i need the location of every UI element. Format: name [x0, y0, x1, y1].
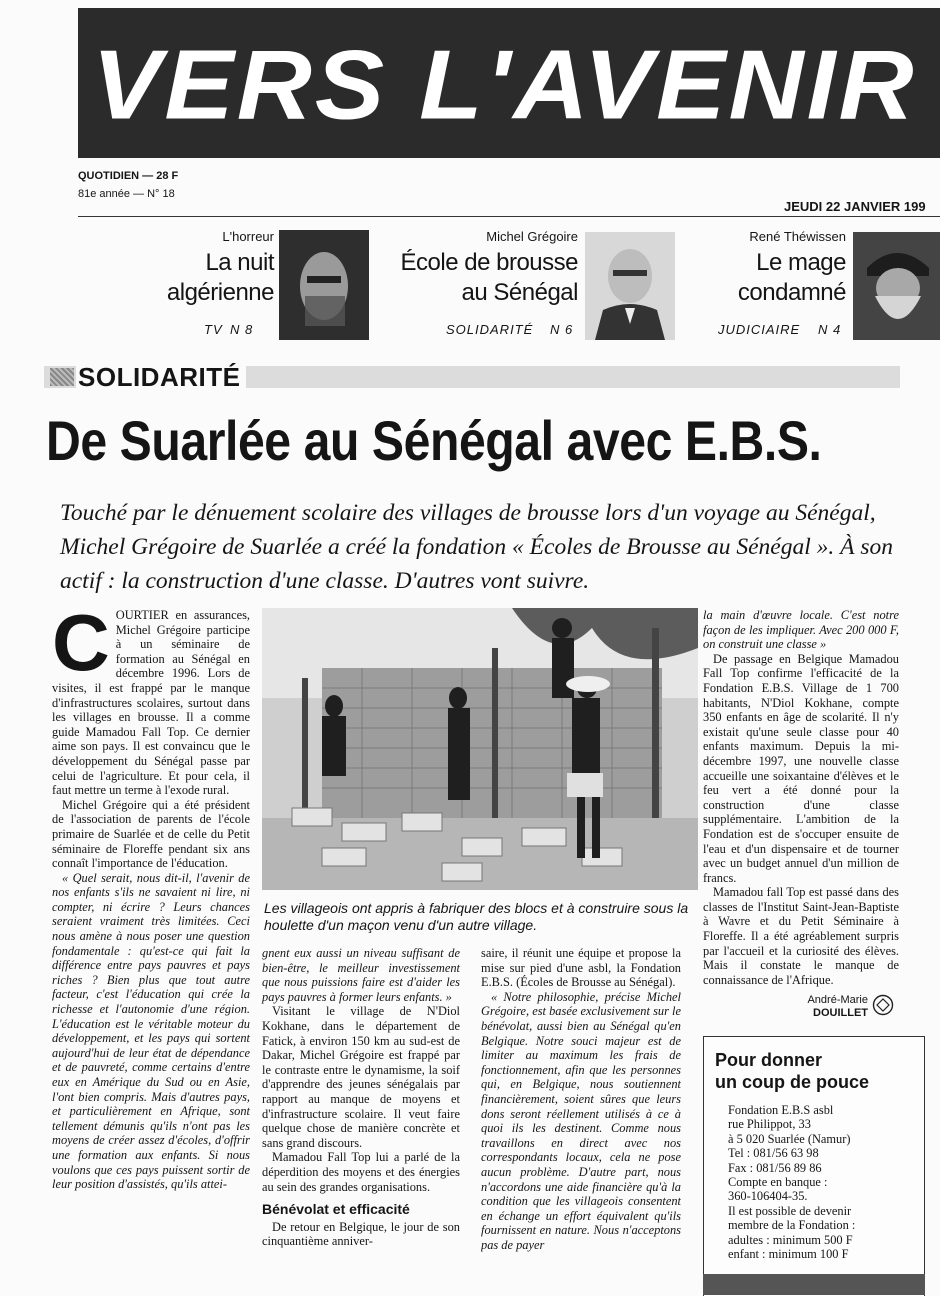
teaser-1[interactable] — [110, 229, 274, 308]
info-line: Fondation E.B.S asbl — [728, 1103, 834, 1117]
info-line: rue Philippot, 33 — [728, 1117, 811, 1132]
teaser-3[interactable] — [680, 229, 846, 308]
teaser-title: École de brousse — [400, 249, 578, 276]
dropcap: C — [52, 598, 110, 687]
teaser-page: N 6 — [550, 322, 574, 337]
paragraph: OURTIER en assurances, Michel Grégoire participe à un séminaire de formation au Sénégal en décembre 1996. Lors de visites, il est frappé par le manque d'infrastructures scolaires, surtout dans les villages en brousse. Il a comme guide Mamadou Fall Top. Ce dernier aime son pays. Il est convaincu que le développement du Sénégal passe par celui de l'agriculture. Et pour cela, il faut mettre un terme à l'exode rural. — [52, 608, 250, 798]
article-photo — [262, 608, 698, 890]
paragraph: Michel Grégoire qui a été président de l'association de parents de l'école primaire de Suarlée et de celle du Petit séminaire de Floreffe pendant six ans connaît l'importance de l'éducation. — [52, 797, 250, 871]
info-line: enfant : minimum 100 F — [728, 1247, 849, 1262]
byline-emblem-icon — [872, 994, 894, 1021]
teaser-title: algérienne — [166, 279, 274, 306]
teaser-photo-bearded — [853, 232, 940, 340]
teaser-title: au Sénégal — [461, 279, 578, 306]
donation-box-title — [715, 1049, 869, 1093]
box-footer-bar — [703, 1274, 925, 1295]
info-line: Fax : 081/56 89 86 — [728, 1160, 822, 1175]
box-title-line: Pour donner — [715, 1050, 822, 1070]
headline: De Suarlée au Sénégal avec E.B.S. — [46, 409, 822, 472]
rubric-label: SOLIDARITÉ — [76, 362, 246, 393]
info-line: adultes : minimum 500 F — [728, 1232, 853, 1247]
paragraph: « Notre philosophie, précise Michel Grégoire, est basée exclusivement sur le bénévolat, aussi bien au Sénégal qu'en Belgique. Notre souci majeur est de limiter au maximum les frais de fonctionnement, afin que les personnes qui, en Belgique, nous soutiennent financièrement, soient sûres que leurs dons seront réellement utilisés à ce à quoi ils les destinent. Comme nous travaillons en direct avec nos correspondants locaux, cela ne pose aucun problème. D'autre part, nous n'accordons une aide financière qu'à la condition que les villageois consentent en échange un effort équivalent qu'ils fournissent en nature. Nous n'acceptons pas de payer — [481, 989, 681, 1252]
info-line: membre de la Fondation : — [728, 1218, 856, 1233]
info-line: Tel : 081/56 63 98 — [728, 1146, 819, 1161]
teaser-photo-face — [279, 230, 369, 340]
rubric-square — [50, 368, 74, 386]
teaser-title: La nuit — [205, 249, 274, 276]
teaser-title: condamné — [737, 279, 846, 306]
teaser-author: L'horreur — [222, 229, 274, 244]
info-line: à 5 020 Suarlée (Namur) — [728, 1131, 851, 1146]
column-1 — [52, 598, 250, 1192]
byline — [760, 994, 868, 1020]
paragraph: Visitant le village de N'Diol Kokhane, dans le département de Fatick, à environ 150 km au sud-est de Dakar, Michel Grégoire est frappé par le contraste entre le dynamisme, la soif d'apprendre des jeunes sénégalais par rapport au manque de moyens et d'infrastructure scolaire. Il veut faire quelque chose de manière concrète et sans grand discours. — [262, 1004, 460, 1150]
teaser-title: Le mage — [756, 249, 846, 276]
column-4 — [703, 608, 899, 987]
teaser-section: TV — [204, 322, 223, 337]
masthead-rule — [78, 216, 940, 217]
paragraph: saire, il réunit une équipe et propose la mise sur pied d'une asbl, la Fondation E.B.S. (Écoles de Brousse au Sénégal). — [481, 946, 681, 990]
teaser-author: Michel Grégoire — [486, 229, 578, 244]
teaser-section: SOLIDARITÉ — [446, 322, 534, 337]
lead-paragraph: Touché par le dénuement scolaire des villages de brousse lors d'un voyage au Sénégal, Michel Grégoire de Suarlée a créé la fondation « Écoles de Brousse au Sénégal ». À son actif : la construction d'une classe. D'autres vont suivre. — [60, 500, 893, 594]
paragraph: « Quel serait, nous dit-il, l'avenir de nos enfants s'ils ne savaient ni lire, ni compter, ni écrire ? Leurs chances seraient vraiment très limitées. Ceci nous amène à nous poser une question fondamentale : qu'est-ce qui fait la différence entre pays pauvres et pays riches ? Bien plus que tout autre facteur, c'est l'éducation qui crée la richesse et l'autonomie d'une région. L'éducation est le véritable moteur du développement, et les pays qui sortent aujourd'hui de leur état de dépendance et de pauvreté, comme certains d'entre eux en Amérique du Sud ou en Asie, l'ont bien compris. Mais d'autres pays, et particulièrement en Afrique, sont tellement démunis qu'ils n'ont pas les moyens de créer assez d'écoles, d'offrir une formation aux enfants. Si nous voulons que ces pays puissent sortir de leur position d'assistés, qu'ils attei- — [52, 870, 250, 1192]
teaser-section: JUDICIAIRE — [718, 322, 801, 337]
info-line: 360-106404-35. — [728, 1189, 808, 1204]
paragraph: De retour en Belgique, le jour de son cinquantième anniver- — [262, 1219, 460, 1249]
teaser-2[interactable] — [400, 229, 578, 308]
price-label: QUOTIDIEN — 28 F — [78, 170, 179, 182]
donation-info — [728, 1103, 918, 1261]
paragraph: la main d'œuvre locale. C'est notre façon de les impliquer. Avec 200 000 F, on construit une classe » — [703, 608, 899, 652]
teaser-photo-portrait — [585, 232, 675, 340]
donation-box — [703, 1036, 925, 1296]
subheading: Bénévolat et efficacité — [262, 1201, 410, 1218]
info-line: Compte en banque : — [728, 1175, 828, 1190]
masthead-title: VERS L'AVENIR — [92, 29, 917, 141]
paragraph: Mamadou Fall Top lui a parlé de la déperdition des moyens et des énergies au sein des grandes organisations. — [262, 1150, 460, 1194]
info-line: Il est possible de devenir — [728, 1203, 852, 1218]
column-3 — [481, 946, 681, 1295]
paragraph: Mamadou fall Top est passé dans des classes de l'Institut Saint-Jean-Baptiste à Wavre et du Petit Séminaire à Floreffe. Il a été agréablement surpris par l'accueil et la curiosité des élèves. Mais il constate le manque de connaissance de l'Afrique. — [703, 885, 899, 987]
issue-label: 81e année — N° 18 — [78, 188, 175, 200]
column-2 — [262, 946, 460, 1249]
paragraph: gnent eux aussi un niveau suffisant de bien-être, le meilleur investissement que nous puissions faire est d'aider les pays pauvres à former leurs enfants. » — [262, 946, 460, 1004]
teaser-page: N 8 — [230, 322, 254, 337]
masthead — [78, 8, 940, 158]
paragraph: De passage en Belgique Mamadou Fall Top confirme l'efficacité de la Fondation E.B.S. Village de 1 700 habitants, N'Diol Kokhane, compte 350 enfants en âge de scolarité. Il n'y existait qu'une seule classe pour 40 enfants maximum. Depuis la mi-décembre 1997, une nouvelle classe accueille une soixantaine d'élèves et le feu vert a été donné pour la construction d'une classe supplémentaire. L'ambition de la Fondation est de s'occuper ensuite de l'eau et d'un dispensaire et de tourner avec un budget annuel d'un million de francs. — [703, 651, 899, 885]
photo-caption: Les villageois ont appris à fabriquer des blocs et à construire sous la houlette d'un maçon venu d'un autre village. — [264, 900, 689, 933]
issue-date: JEUDI 22 JANVIER 199 — [784, 199, 926, 214]
teaser-author: René Théwissen — [749, 229, 846, 244]
byline-first: André-Marie — [807, 994, 868, 1006]
teaser-page: N 4 — [818, 322, 842, 337]
box-title-line: un coup de pouce — [715, 1072, 870, 1092]
byline-last: DOUILLET — [813, 1007, 868, 1019]
